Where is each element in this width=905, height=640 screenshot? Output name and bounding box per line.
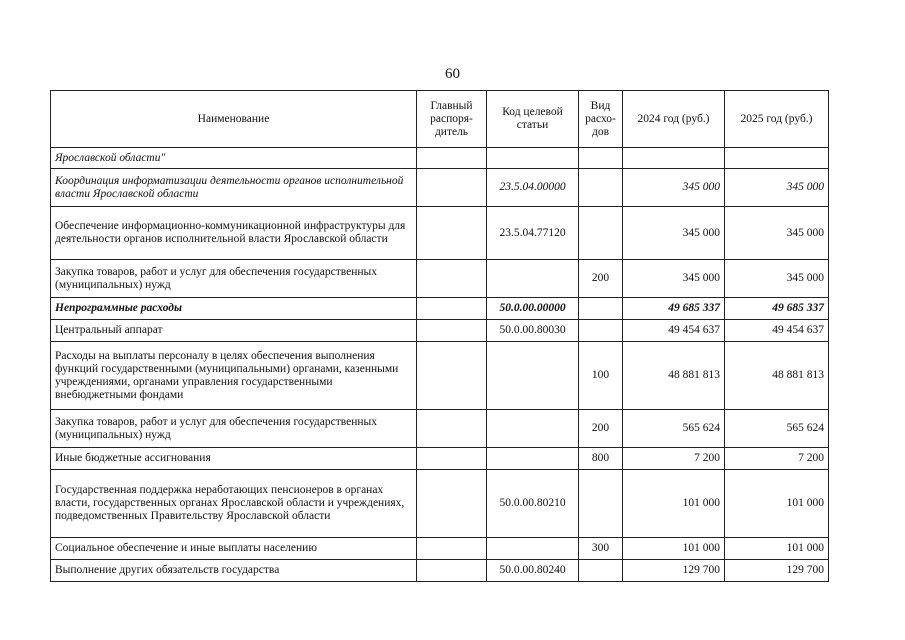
- row-name: Выполнение других обязательств государства: [51, 560, 417, 582]
- row-type: 800: [579, 448, 623, 470]
- row-2024: 101 000: [623, 470, 725, 538]
- row-code: 50.0.00.80210: [487, 470, 579, 538]
- row-name: Государственная поддержка неработающих пенсионеров в органах власти, государственных органах Ярославской области и учреждениях, подведомственных Правительству Ярославской области: [51, 470, 417, 538]
- row-2025: 49 454 637: [725, 320, 829, 342]
- row-name: Закупка товаров, работ и услуг для обеспечения государственных (муниципальных) нужд: [51, 260, 417, 298]
- row-type: [579, 320, 623, 342]
- row-code: [487, 538, 579, 560]
- row-name: Центральный аппарат: [51, 320, 417, 342]
- row-2024: 345 000: [623, 169, 725, 207]
- row-manager: [417, 470, 487, 538]
- row-code: 23.5.04.00000: [487, 169, 579, 207]
- table-row: [51, 560, 829, 582]
- row-type: 300: [579, 538, 623, 560]
- table-row: [51, 342, 829, 410]
- row-code: [487, 410, 579, 448]
- row-name: Расходы на выплаты персоналу в целях обеспечения выполнения функций государственными (муниципальными) органами, казенными учреждениями, органами управления государственными внебюджетными фондами: [51, 342, 417, 410]
- row-name: Координация информатизации деятельности органов исполнительной власти Ярославской области: [51, 169, 417, 207]
- row-code: 50.0.00.00000: [487, 298, 579, 320]
- header-manager: Главный распоря-дитель: [417, 91, 487, 148]
- row-manager: [417, 538, 487, 560]
- row-name: Социальное обеспечение и иные выплаты населению: [51, 538, 417, 560]
- row-manager: [417, 148, 487, 169]
- table-row: [51, 169, 829, 207]
- row-2024: 48 881 813: [623, 342, 725, 410]
- table-row: [51, 260, 829, 298]
- table-row: [51, 470, 829, 538]
- header-name: Наименование: [51, 91, 417, 148]
- row-manager: [417, 560, 487, 582]
- header-target-code: Код целевой статьи: [487, 91, 579, 148]
- table-row: [51, 538, 829, 560]
- row-manager: [417, 342, 487, 410]
- table-row: [51, 148, 829, 169]
- row-type: 100: [579, 342, 623, 410]
- row-2024: 7 200: [623, 448, 725, 470]
- row-2025: 101 000: [725, 470, 829, 538]
- row-2024: 345 000: [623, 207, 725, 260]
- row-name: Обеспечение информационно-коммуникационной инфраструктуры для деятельности органов исполнительной власти Ярославской области: [51, 207, 417, 260]
- row-2024: 129 700: [623, 560, 725, 582]
- row-2025: 101 000: [725, 538, 829, 560]
- row-2025: 345 000: [725, 260, 829, 298]
- row-type: 200: [579, 260, 623, 298]
- row-type: [579, 148, 623, 169]
- row-2024: 49 685 337: [623, 298, 725, 320]
- table-row: [51, 298, 829, 320]
- row-2025: 129 700: [725, 560, 829, 582]
- row-type: [579, 470, 623, 538]
- header-year-2024: 2024 год (руб.): [623, 91, 725, 148]
- row-name: Ярославской области": [51, 148, 417, 169]
- row-manager: [417, 207, 487, 260]
- table-row: [51, 410, 829, 448]
- row-2025: [725, 148, 829, 169]
- row-type: [579, 560, 623, 582]
- row-2025: 565 624: [725, 410, 829, 448]
- row-2024: 345 000: [623, 260, 725, 298]
- header-year-2025: 2025 год (руб.): [725, 91, 829, 148]
- row-2024: 49 454 637: [623, 320, 725, 342]
- row-code: [487, 260, 579, 298]
- row-type: [579, 169, 623, 207]
- row-code: [487, 448, 579, 470]
- row-type: [579, 298, 623, 320]
- row-code: [487, 342, 579, 410]
- row-2025: 49 685 337: [725, 298, 829, 320]
- row-2025: 345 000: [725, 169, 829, 207]
- table-header-row: [51, 91, 829, 148]
- row-code: 50.0.00.80240: [487, 560, 579, 582]
- row-code: [487, 148, 579, 169]
- row-type: 200: [579, 410, 623, 448]
- row-manager: [417, 448, 487, 470]
- row-2024: [623, 148, 725, 169]
- row-2025: 345 000: [725, 207, 829, 260]
- row-2024: 101 000: [623, 538, 725, 560]
- row-code: 23.5.04.77120: [487, 207, 579, 260]
- row-manager: [417, 298, 487, 320]
- row-code: 50.0.00.80030: [487, 320, 579, 342]
- row-name: Закупка товаров, работ и услуг для обеспечения государственных (муниципальных) нужд: [51, 410, 417, 448]
- row-name: Непрограммные расходы: [51, 298, 417, 320]
- page-number: 60: [445, 66, 460, 82]
- row-manager: [417, 169, 487, 207]
- row-manager: [417, 260, 487, 298]
- table-row: [51, 448, 829, 470]
- table-row: [51, 207, 829, 260]
- row-type: [579, 207, 623, 260]
- row-manager: [417, 320, 487, 342]
- row-manager: [417, 410, 487, 448]
- row-2024: 565 624: [623, 410, 725, 448]
- header-expense-type: Вид расхо-дов: [579, 91, 623, 148]
- row-2025: 7 200: [725, 448, 829, 470]
- budget-table: [50, 90, 829, 582]
- table-row: [51, 320, 829, 342]
- row-2025: 48 881 813: [725, 342, 829, 410]
- row-name: Иные бюджетные ассигнования: [51, 448, 417, 470]
